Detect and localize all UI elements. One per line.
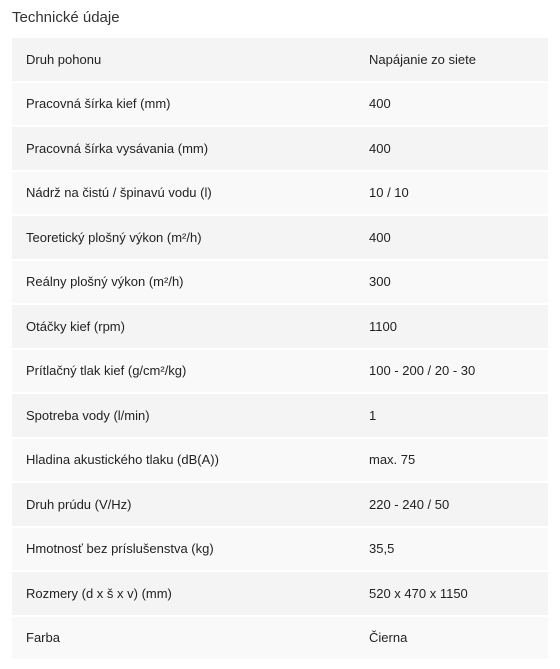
spec-label: Otáčky kief (rpm) <box>12 303 356 348</box>
table-row <box>12 214 548 259</box>
spec-value: 220 - 240 / 50 <box>356 481 548 526</box>
table-row <box>12 259 548 304</box>
spec-value: 400 <box>356 214 548 259</box>
spec-label: Rozmery (d x š x v) (mm) <box>12 570 356 615</box>
spec-label: Farba <box>12 615 356 660</box>
spec-label: Hmotnosť bez príslušenstva (kg) <box>12 526 356 571</box>
table-row <box>12 392 548 437</box>
table-row <box>12 170 548 215</box>
spec-value: 300 <box>356 259 548 304</box>
table-row <box>12 36 548 81</box>
table-row <box>12 481 548 526</box>
spec-value: 400 <box>356 81 548 126</box>
spec-label: Teoretický plošný výkon (m²/h) <box>12 214 356 259</box>
spec-value: 10 / 10 <box>356 170 548 215</box>
table-row <box>12 81 548 126</box>
spec-label: Druh prúdu (V/Hz) <box>12 481 356 526</box>
section-title: Technické údaje <box>12 9 120 26</box>
spec-value: Napájanie zo siete <box>356 36 548 81</box>
spec-value: 35,5 <box>356 526 548 571</box>
table-row <box>12 437 548 482</box>
spec-label: Nádrž na čistú / špinavú vodu (l) <box>12 170 356 215</box>
spec-label: Hladina akustického tlaku (dB(A)) <box>12 437 356 482</box>
spec-value: 1 <box>356 392 548 437</box>
spec-value: 100 - 200 / 20 - 30 <box>356 348 548 393</box>
spec-table <box>12 36 548 659</box>
table-row <box>12 303 548 348</box>
spec-value: max. 75 <box>356 437 548 482</box>
spec-table-body <box>12 36 548 659</box>
spec-label: Spotreba vody (l/min) <box>12 392 356 437</box>
spec-value: Čierna <box>356 615 548 660</box>
table-row <box>12 615 548 660</box>
spec-label: Reálny plošný výkon (m²/h) <box>12 259 356 304</box>
spec-label: Druh pohonu <box>12 36 356 81</box>
table-row <box>12 348 548 393</box>
spec-label: Pracovná šírka kief (mm) <box>12 81 356 126</box>
spec-label: Pracovná šírka vysávania (mm) <box>12 125 356 170</box>
spec-value: 400 <box>356 125 548 170</box>
spec-value: 520 x 470 x 1150 <box>356 570 548 615</box>
spec-label: Prítlačný tlak kief (g/cm²/kg) <box>12 348 356 393</box>
table-row <box>12 526 548 571</box>
table-row <box>12 125 548 170</box>
spec-value: 1100 <box>356 303 548 348</box>
table-row <box>12 570 548 615</box>
